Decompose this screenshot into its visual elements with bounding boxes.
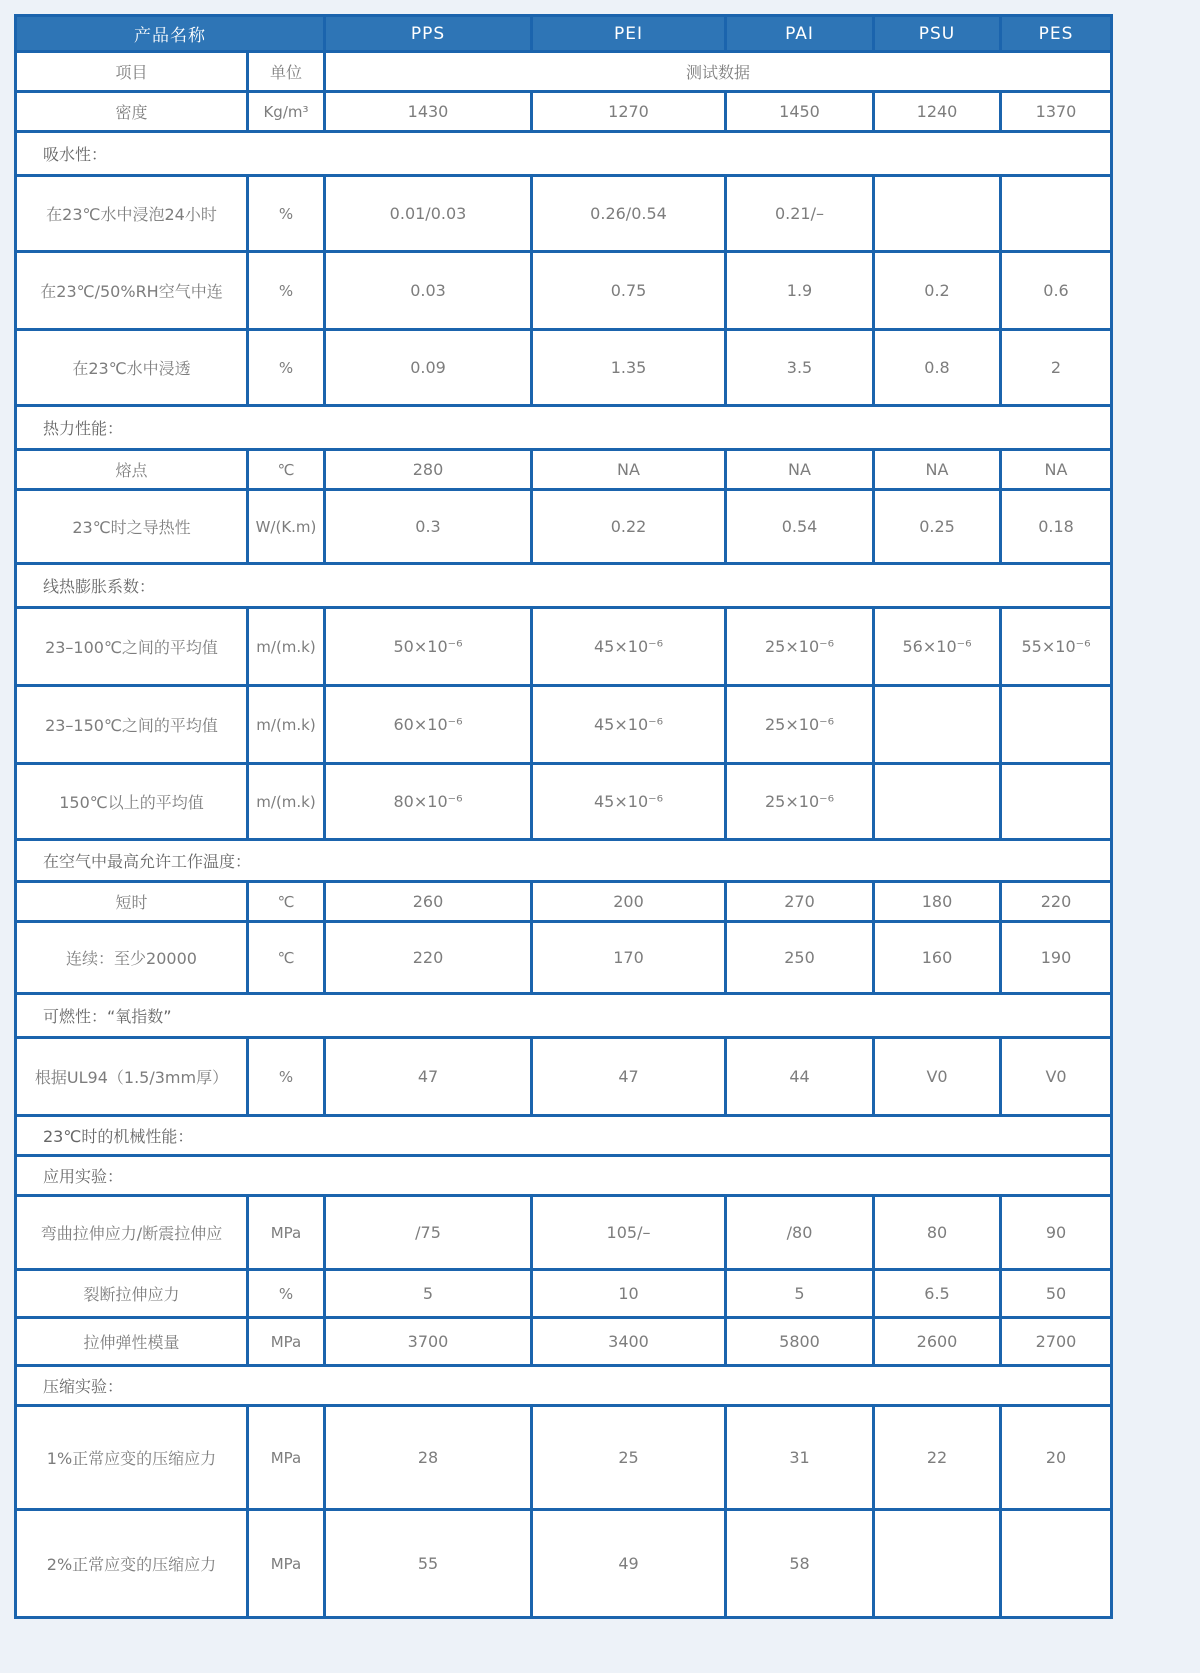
section-label: 热力性能： [16,406,1112,450]
value-cell: 25 [532,1406,726,1510]
value-cell: 0.25 [874,490,1001,564]
value-cell [1001,686,1112,764]
row-label-cell: 连续：至少20000 [16,922,248,994]
unit-cell: m/(m.k) [248,608,325,686]
value-cell: 50×10⁻⁶ [325,608,532,686]
value-cell [874,1510,1001,1618]
data-row [16,1510,1112,1618]
value-cell: 5800 [726,1318,874,1366]
unit-cell: ℃ [248,882,325,922]
value-cell: 160 [874,922,1001,994]
value-cell: 5 [325,1270,532,1318]
value-cell: 25×10⁻⁶ [726,608,874,686]
unit-cell: MPa [248,1406,325,1510]
row-label-cell: 根据UL94（1.5/3mm厚） [16,1038,248,1116]
row-label-cell: 150℃以上的平均值 [16,764,248,840]
row-label-cell: 在23℃/50%RH空气中连 [16,252,248,330]
data-row [16,330,1112,406]
value-cell: 220 [1001,882,1112,922]
value-cell [1001,176,1112,252]
value-cell: 1430 [325,92,532,132]
value-cell: 55×10⁻⁶ [1001,608,1112,686]
value-cell: /75 [325,1196,532,1270]
unit-cell: MPa [248,1318,325,1366]
value-cell: 280 [325,450,532,490]
value-cell: 0.22 [532,490,726,564]
value-cell: 0.21/– [726,176,874,252]
section-row [16,840,1112,882]
value-cell: 47 [532,1038,726,1116]
value-cell: 22 [874,1406,1001,1510]
value-cell: 10 [532,1270,726,1318]
unit-cell: % [248,176,325,252]
value-cell: 56×10⁻⁶ [874,608,1001,686]
column-header-pes: PES [1001,16,1112,52]
value-cell: 0.6 [1001,252,1112,330]
item-header-cell: 项目 [16,52,248,92]
value-cell: 31 [726,1406,874,1510]
value-cell: 25×10⁻⁶ [726,686,874,764]
value-cell: 25×10⁻⁶ [726,764,874,840]
value-cell [874,176,1001,252]
row-label-cell: 熔点 [16,450,248,490]
data-row [16,450,1112,490]
value-cell: 45×10⁻⁶ [532,686,726,764]
unit-cell: m/(m.k) [248,764,325,840]
value-cell: 1240 [874,92,1001,132]
value-cell: 0.09 [325,330,532,406]
row-label-cell: 在23℃水中浸泡24小时 [16,176,248,252]
data-row [16,490,1112,564]
subheader-row [16,52,1112,92]
unit-cell: ℃ [248,450,325,490]
value-cell: 2 [1001,330,1112,406]
unit-cell: % [248,252,325,330]
product-header-row [16,16,1112,52]
unit-cell: MPa [248,1196,325,1270]
column-header-pei: PEI [532,16,726,52]
value-cell: 2600 [874,1318,1001,1366]
column-header-psu: PSU [874,16,1001,52]
data-row [16,922,1112,994]
value-cell: 44 [726,1038,874,1116]
value-cell: 0.18 [1001,490,1112,564]
value-cell: 0.26/0.54 [532,176,726,252]
unit-cell: MPa [248,1510,325,1618]
value-cell: 2700 [1001,1318,1112,1366]
value-cell: 6.5 [874,1270,1001,1318]
unit-header-cell: 单位 [248,52,325,92]
row-label-cell: 23–150℃之间的平均值 [16,686,248,764]
value-cell: V0 [1001,1038,1112,1116]
unit-cell: % [248,1270,325,1318]
row-label-cell: 在23℃水中浸透 [16,330,248,406]
data-row [16,252,1112,330]
value-cell: 200 [532,882,726,922]
data-row [16,1270,1112,1318]
value-cell: V0 [874,1038,1001,1116]
product-name-header: 产品名称 [16,16,325,52]
value-cell: 0.8 [874,330,1001,406]
section-label: 吸水性： [16,132,1112,176]
row-label-cell: 弯曲拉伸应力/断震拉伸应 [16,1196,248,1270]
data-row [16,1038,1112,1116]
value-cell: /80 [726,1196,874,1270]
value-cell: 50 [1001,1270,1112,1318]
value-cell: 58 [726,1510,874,1618]
unit-cell: ℃ [248,922,325,994]
value-cell: NA [1001,450,1112,490]
section-row [16,1116,1112,1156]
value-cell: NA [874,450,1001,490]
value-cell: 250 [726,922,874,994]
data-row [16,1196,1112,1270]
value-cell: 1.9 [726,252,874,330]
section-row [16,564,1112,608]
value-cell: 270 [726,882,874,922]
value-cell: 0.3 [325,490,532,564]
data-row [16,608,1112,686]
section-label: 可燃性：“氧指数” [16,994,1112,1038]
value-cell: 3.5 [726,330,874,406]
value-cell: 260 [325,882,532,922]
section-row [16,1156,1112,1196]
value-cell: 0.03 [325,252,532,330]
data-row [16,176,1112,252]
value-cell: 60×10⁻⁶ [325,686,532,764]
value-cell: 190 [1001,922,1112,994]
section-label: 线热膨胀系数： [16,564,1112,608]
value-cell: 5 [726,1270,874,1318]
value-cell: 80×10⁻⁶ [325,764,532,840]
value-cell: 0.2 [874,252,1001,330]
value-cell: 20 [1001,1406,1112,1510]
value-cell: 0.54 [726,490,874,564]
data-row [16,882,1112,922]
unit-cell: m/(m.k) [248,686,325,764]
row-label-cell: 23℃时之导热性 [16,490,248,564]
column-header-pps: PPS [325,16,532,52]
value-cell: NA [726,450,874,490]
value-cell: 180 [874,882,1001,922]
material-spec-table [14,14,1113,1619]
row-label-cell: 拉伸弹性模量 [16,1318,248,1366]
data-row [16,92,1112,132]
value-cell: 49 [532,1510,726,1618]
value-cell: 28 [325,1406,532,1510]
section-label: 在空气中最高允许工作温度： [16,840,1112,882]
value-cell [1001,1510,1112,1618]
value-cell: 45×10⁻⁶ [532,608,726,686]
section-label: 23℃时的机械性能： [16,1116,1112,1156]
data-row [16,764,1112,840]
value-cell [1001,764,1112,840]
value-cell: 220 [325,922,532,994]
value-cell: 55 [325,1510,532,1618]
row-label-cell: 1%正常应变的压缩应力 [16,1406,248,1510]
value-cell [874,686,1001,764]
value-cell: 0.75 [532,252,726,330]
data-row [16,1406,1112,1510]
value-cell: 90 [1001,1196,1112,1270]
section-row [16,132,1112,176]
section-row [16,1366,1112,1406]
value-cell: 3700 [325,1318,532,1366]
row-label-cell: 23–100℃之间的平均值 [16,608,248,686]
row-label-cell: 短时 [16,882,248,922]
value-cell: 1.35 [532,330,726,406]
value-cell: 1450 [726,92,874,132]
section-row [16,994,1112,1038]
test-data-header-cell: 测试数据 [325,52,1112,92]
unit-cell: % [248,1038,325,1116]
value-cell: 47 [325,1038,532,1116]
section-label: 压缩实验： [16,1366,1112,1406]
data-row [16,1318,1112,1366]
value-cell: 45×10⁻⁶ [532,764,726,840]
data-row [16,686,1112,764]
value-cell: 1370 [1001,92,1112,132]
value-cell: 170 [532,922,726,994]
value-cell [874,764,1001,840]
unit-cell: % [248,330,325,406]
value-cell: 80 [874,1196,1001,1270]
section-row [16,406,1112,450]
value-cell: 1270 [532,92,726,132]
unit-cell: W/(K.m) [248,490,325,564]
value-cell: 0.01/0.03 [325,176,532,252]
row-label-cell: 裂断拉伸应力 [16,1270,248,1318]
value-cell: 105/– [532,1196,726,1270]
row-label-cell: 2%正常应变的压缩应力 [16,1510,248,1618]
row-label-cell: 密度 [16,92,248,132]
unit-cell: Kg/m³ [248,92,325,132]
section-label: 应用实验： [16,1156,1112,1196]
value-cell: 3400 [532,1318,726,1366]
column-header-pai: PAI [726,16,874,52]
value-cell: NA [532,450,726,490]
